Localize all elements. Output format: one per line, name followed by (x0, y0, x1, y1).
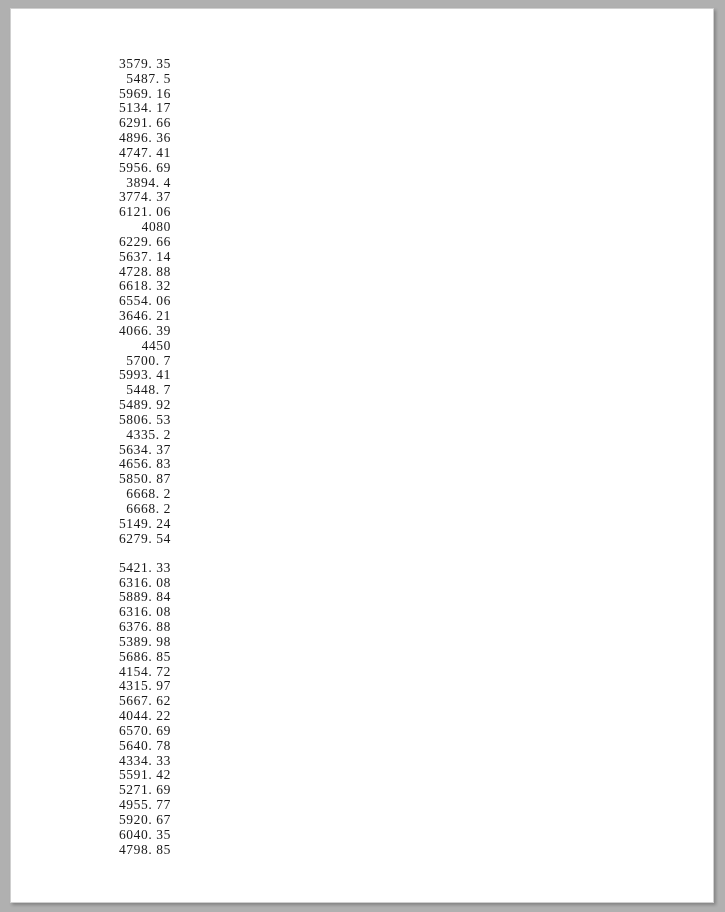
numeric-value: 4315. 97 (118, 678, 171, 694)
numeric-value: 4656. 83 (118, 456, 171, 472)
numeric-value: 5920. 67 (118, 811, 171, 827)
document-page (10, 8, 714, 903)
numeric-value: 5487. 5 (126, 70, 171, 86)
numeric-value: 5640. 78 (118, 737, 171, 753)
numeric-value: 6376. 88 (118, 619, 171, 635)
numeric-value: 5271. 69 (118, 782, 171, 798)
numeric-value: 4747. 41 (118, 144, 171, 160)
numeric-value: 3579. 35 (118, 56, 171, 71)
numeric-value: 5889. 84 (118, 589, 171, 605)
numeric-value: 5969. 16 (118, 85, 171, 101)
document-content (59, 57, 179, 857)
numeric-value: 5850. 87 (118, 471, 171, 487)
numeric-value: 4044. 22 (118, 708, 171, 724)
numeric-value: 5667. 62 (118, 693, 171, 709)
numeric-value: 5149. 24 (118, 515, 171, 531)
numeric-value: 5489. 92 (118, 397, 171, 413)
numeric-value: 4798. 85 (118, 841, 171, 857)
numeric-value: 6279. 54 (118, 530, 171, 546)
numeric-value: 4334. 33 (118, 752, 171, 768)
numeric-value: 4335. 2 (126, 426, 171, 442)
numeric-value: 5421. 33 (118, 559, 171, 575)
column-separator-gap (59, 546, 179, 561)
numeric-value: 3894. 4 (126, 174, 171, 190)
numeric-value: 4728. 88 (118, 263, 171, 279)
numeric-value: 6554. 06 (118, 293, 171, 309)
numeric-value: 3774. 37 (118, 189, 171, 205)
numeric-value: 4154. 72 (118, 663, 171, 679)
numeric-value: 4450 (141, 337, 171, 353)
numeric-column-1 (59, 57, 171, 546)
numeric-value: 6570. 69 (118, 722, 171, 738)
numeric-value: 5448. 7 (126, 382, 171, 398)
numeric-value: 5700. 7 (126, 352, 171, 368)
numeric-value: 6316. 08 (118, 574, 171, 590)
numeric-value: 6040. 35 (118, 826, 171, 842)
numeric-value: 6668. 2 (126, 500, 171, 516)
numeric-value: 5591. 42 (118, 767, 171, 783)
numeric-value: 4955. 77 (118, 797, 171, 813)
numeric-value: 6121. 06 (118, 204, 171, 220)
numeric-value: 5806. 53 (118, 411, 171, 427)
numeric-value: 5686. 85 (118, 648, 171, 664)
numeric-value: 6291. 66 (118, 115, 171, 131)
numeric-value: 5134. 17 (118, 100, 171, 116)
numeric-column-2 (59, 561, 171, 858)
numeric-value: 6229. 66 (118, 233, 171, 249)
numeric-value: 5637. 14 (118, 248, 171, 264)
numeric-value: 5634. 37 (118, 441, 171, 457)
numeric-value: 4080 (141, 219, 171, 235)
numeric-value: 5389. 98 (118, 633, 171, 649)
numeric-value: 4066. 39 (118, 322, 171, 338)
numeric-value: 6668. 2 (126, 486, 171, 502)
numeric-value: 5956. 69 (118, 159, 171, 175)
numeric-value: 4896. 36 (118, 130, 171, 146)
numeric-value: 5993. 41 (118, 367, 171, 383)
numeric-value: 6316. 08 (118, 604, 171, 620)
numeric-value: 3646. 21 (118, 308, 171, 324)
numeric-value: 6618. 32 (118, 278, 171, 294)
